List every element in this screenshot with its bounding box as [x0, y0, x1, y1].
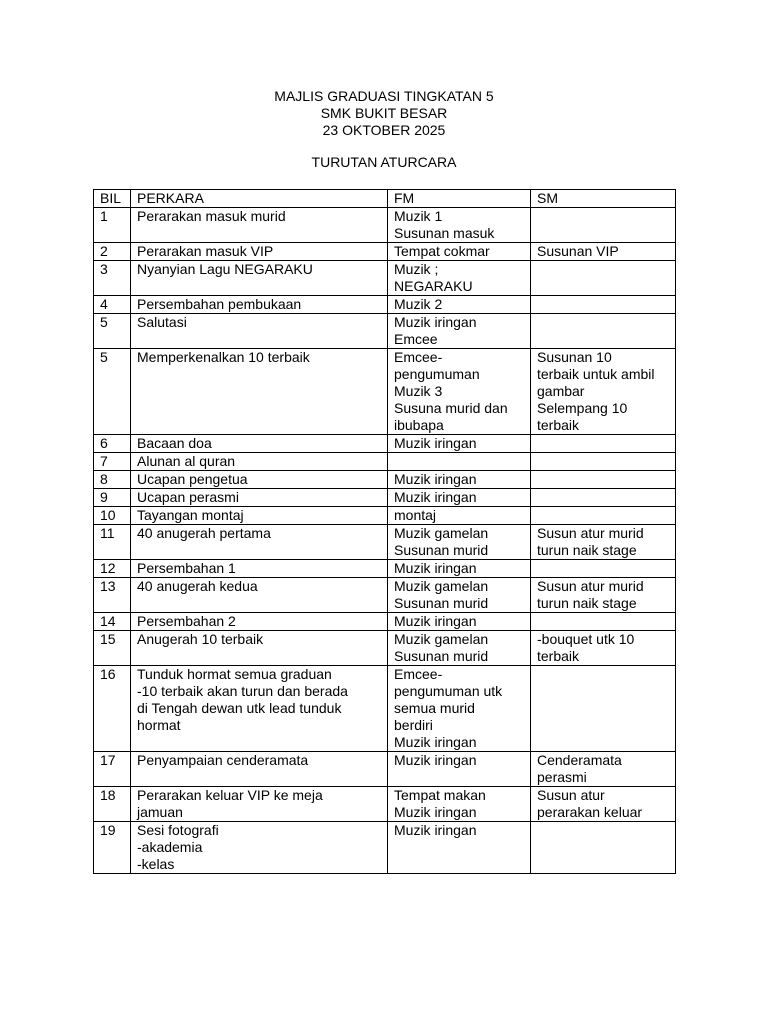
- cell-sm: [531, 435, 676, 453]
- cell-bil: 17: [94, 752, 131, 787]
- cell-text: Muzik gamelan: [394, 631, 489, 647]
- table-row: [94, 578, 676, 613]
- cell-text: 40 anugerah kedua: [137, 578, 258, 594]
- cell-text: Muzik iringan: [394, 752, 477, 768]
- cell-sm: [531, 314, 676, 349]
- table-row: [94, 560, 676, 578]
- cell-bil: 14: [94, 613, 131, 631]
- cell-text: Susunan murid: [394, 542, 489, 558]
- cell-sm: [531, 752, 676, 787]
- cell-bil: 7: [94, 453, 131, 471]
- cell-bil: 11: [94, 525, 131, 560]
- cell-text: Susun atur murid: [537, 578, 644, 594]
- cell-text: Persembahan 1: [137, 560, 236, 576]
- cell-text: Susunan 10: [537, 349, 612, 365]
- cell-text: pengumuman: [394, 366, 480, 382]
- cell-text: gambar: [537, 383, 585, 399]
- cell-fm: [388, 560, 531, 578]
- cell-text: terbaik: [537, 417, 580, 433]
- cell-text: Tayangan montaj: [137, 507, 244, 523]
- cell-sm: [531, 453, 676, 471]
- cell-perkara: [131, 261, 388, 296]
- cell-perkara: [131, 314, 388, 349]
- cell-perkara: [131, 525, 388, 560]
- cell-sm: [531, 666, 676, 752]
- cell-text: Muzik iringan: [394, 804, 477, 820]
- table-row: [94, 489, 676, 507]
- cell-fm: [388, 471, 531, 489]
- cell-text: Susunan murid: [394, 595, 489, 611]
- cell-sm: [531, 261, 676, 296]
- cell-perkara: [131, 453, 388, 471]
- cell-text: terbaik: [537, 648, 580, 664]
- cell-text: perasmi: [537, 769, 587, 785]
- cell-text: Muzik 2: [394, 296, 443, 312]
- document-subtitle: TURUTAN ATURCARA: [311, 154, 457, 170]
- cell-sm: [531, 208, 676, 243]
- cell-text: Muzik iringan: [394, 489, 477, 505]
- table-row: [94, 787, 676, 822]
- cell-perkara: [131, 752, 388, 787]
- cell-text: Bacaan doa: [137, 435, 212, 451]
- cell-fm: [388, 453, 531, 471]
- cell-fm: [388, 578, 531, 613]
- cell-perkara: [131, 208, 388, 243]
- cell-sm: [531, 296, 676, 314]
- cell-fm: [388, 631, 531, 666]
- event-title: MAJLIS GRADUASI TINGKATAN 5: [274, 88, 494, 104]
- cell-sm: [531, 243, 676, 261]
- cell-text: pengumuman utk: [394, 683, 503, 699]
- table-row: [94, 314, 676, 349]
- cell-perkara: [131, 578, 388, 613]
- cell-fm: [388, 525, 531, 560]
- cell-bil: 10: [94, 507, 131, 525]
- cell-bil: 6: [94, 435, 131, 453]
- cell-text: Perarakan masuk VIP: [137, 243, 274, 259]
- cell-text: Tempat cokmar: [394, 243, 490, 259]
- column-header-sm: SM: [531, 190, 676, 208]
- cell-text: Muzik 3: [394, 383, 443, 399]
- cell-bil: 18: [94, 787, 131, 822]
- cell-text: perarakan keluar: [537, 804, 643, 820]
- cell-text: berdiri: [394, 717, 433, 733]
- cell-fm: [388, 666, 531, 752]
- cell-text: Emcee: [394, 331, 438, 347]
- column-header-fm: FM: [388, 190, 531, 208]
- cell-text: Muzik iringan: [394, 471, 477, 487]
- cell-perkara: [131, 489, 388, 507]
- school-name: SMK BUKIT BESAR: [320, 105, 448, 121]
- cell-text: hormat: [137, 717, 181, 733]
- cell-sm: [531, 631, 676, 666]
- cell-sm: [531, 507, 676, 525]
- cell-sm: [531, 787, 676, 822]
- cell-text: Susunan masuk: [394, 225, 495, 241]
- cell-bil: 8: [94, 471, 131, 489]
- cell-text: -akademia: [137, 839, 203, 855]
- cell-fm: [388, 314, 531, 349]
- cell-perkara: [131, 560, 388, 578]
- cell-text: -bouquet utk 10: [537, 631, 635, 647]
- cell-fm: [388, 613, 531, 631]
- cell-text: Emcee-: [394, 666, 443, 682]
- cell-bil: 2: [94, 243, 131, 261]
- cell-text: Nyanyian Lagu NEGARAKU: [137, 261, 313, 277]
- cell-text: turun naik stage: [537, 542, 637, 558]
- cell-fm: [388, 296, 531, 314]
- cell-perkara: [131, 349, 388, 435]
- cell-fm: [388, 243, 531, 261]
- cell-sm: [531, 349, 676, 435]
- cell-perkara: [131, 507, 388, 525]
- cell-perkara: [131, 631, 388, 666]
- cell-sm: [531, 471, 676, 489]
- cell-text: Susun atur: [537, 787, 605, 803]
- cell-perkara: [131, 787, 388, 822]
- cell-bil: 5: [94, 349, 131, 435]
- cell-text: Muzik gamelan: [394, 525, 489, 541]
- cell-bil: 4: [94, 296, 131, 314]
- cell-perkara: [131, 613, 388, 631]
- table-row: [94, 666, 676, 752]
- cell-fm: [388, 435, 531, 453]
- cell-text: Susunan murid: [394, 648, 489, 664]
- cell-bil: 12: [94, 560, 131, 578]
- cell-text: terbaik untuk ambil: [537, 366, 655, 382]
- table-row: [94, 471, 676, 489]
- cell-fm: [388, 208, 531, 243]
- table-row: [94, 243, 676, 261]
- cell-text: Cenderamata: [537, 752, 622, 768]
- table-row: [94, 631, 676, 666]
- table-row: [94, 822, 676, 874]
- table-row: [94, 349, 676, 435]
- cell-perkara: [131, 822, 388, 874]
- cell-text: Alunan al quran: [137, 453, 236, 469]
- cell-text: Emcee-: [394, 349, 443, 365]
- cell-perkara: [131, 243, 388, 261]
- cell-bil: 1: [94, 208, 131, 243]
- table-body: [94, 208, 676, 874]
- cell-sm: [531, 578, 676, 613]
- cell-text: Perarakan keluar VIP ke meja: [137, 787, 323, 803]
- cell-text: Muzik gamelan: [394, 578, 489, 594]
- cell-fm: [388, 261, 531, 296]
- column-header-perkara: PERKARA: [131, 190, 388, 208]
- cell-text: Muzik iringan: [394, 314, 477, 330]
- cell-bil: 15: [94, 631, 131, 666]
- table-header-row: [94, 190, 676, 208]
- cell-text: Penyampaian cenderamata: [137, 752, 309, 768]
- cell-sm: [531, 525, 676, 560]
- cell-text: 40 anugerah pertama: [137, 525, 271, 541]
- cell-text: Ucapan perasmi: [137, 489, 239, 505]
- cell-fm: [388, 507, 531, 525]
- table-row: [94, 507, 676, 525]
- cell-text: turun naik stage: [537, 595, 637, 611]
- cell-text: Susunan VIP: [537, 243, 619, 259]
- cell-sm: [531, 822, 676, 874]
- cell-fm: [388, 752, 531, 787]
- cell-text: Muzik iringan: [394, 435, 477, 451]
- cell-text: Muzik iringan: [394, 613, 477, 629]
- document-header: [0, 88, 768, 139]
- cell-text: Muzik iringan: [394, 822, 477, 838]
- cell-fm: [388, 349, 531, 435]
- programme-table: [93, 189, 676, 874]
- cell-bil: 16: [94, 666, 131, 752]
- cell-text: Tunduk hormat semua graduan: [137, 666, 332, 682]
- cell-sm: [531, 489, 676, 507]
- cell-text: NEGARAKU: [394, 278, 473, 294]
- cell-text: Perarakan masuk murid: [137, 208, 286, 224]
- table-row: [94, 453, 676, 471]
- cell-text: semua murid: [394, 700, 475, 716]
- cell-text: jamuan: [137, 804, 183, 820]
- cell-perkara: [131, 435, 388, 453]
- cell-text: Tempat makan: [394, 787, 486, 803]
- cell-bil: 9: [94, 489, 131, 507]
- cell-text: Muzik iringan: [394, 560, 477, 576]
- table-row: [94, 296, 676, 314]
- cell-text: Salutasi: [137, 314, 187, 330]
- cell-text: montaj: [394, 507, 437, 523]
- cell-text: Ucapan pengetua: [137, 471, 248, 487]
- table-row: [94, 435, 676, 453]
- cell-text: -kelas: [137, 856, 175, 872]
- table-row: [94, 752, 676, 787]
- cell-text: Muzik iringan: [394, 734, 477, 750]
- table-row: [94, 525, 676, 560]
- cell-text: Persembahan pembukaan: [137, 296, 302, 312]
- cell-text: Selempang 10: [537, 400, 628, 416]
- cell-bil: 3: [94, 261, 131, 296]
- cell-text: Muzik 1: [394, 208, 443, 224]
- cell-text: Anugerah 10 terbaik: [137, 631, 264, 647]
- cell-bil: 19: [94, 822, 131, 874]
- cell-fm: [388, 489, 531, 507]
- table-row: [94, 613, 676, 631]
- cell-text: ibubapa: [394, 417, 444, 433]
- event-date: 23 OKTOBER 2025: [322, 122, 446, 138]
- cell-text: -10 terbaik akan turun dan berada: [137, 683, 348, 699]
- column-header-bil: BIL: [94, 190, 131, 208]
- cell-sm: [531, 560, 676, 578]
- cell-text: Sesi fotografi: [137, 822, 219, 838]
- cell-sm: [531, 613, 676, 631]
- cell-perkara: [131, 471, 388, 489]
- cell-bil: 5: [94, 314, 131, 349]
- cell-perkara: [131, 296, 388, 314]
- cell-fm: [388, 787, 531, 822]
- cell-perkara: [131, 666, 388, 752]
- cell-fm: [388, 822, 531, 874]
- table-row: [94, 208, 676, 243]
- cell-bil: 13: [94, 578, 131, 613]
- cell-text: Susuna murid dan: [394, 400, 508, 416]
- cell-text: Persembahan 2: [137, 613, 236, 629]
- cell-text: di Tengah dewan utk lead tunduk: [137, 700, 342, 716]
- cell-text: Memperkenalkan 10 terbaik: [137, 349, 310, 365]
- cell-text: Susun atur murid: [537, 525, 644, 541]
- cell-text: Muzik ;: [394, 261, 439, 277]
- table-row: [94, 261, 676, 296]
